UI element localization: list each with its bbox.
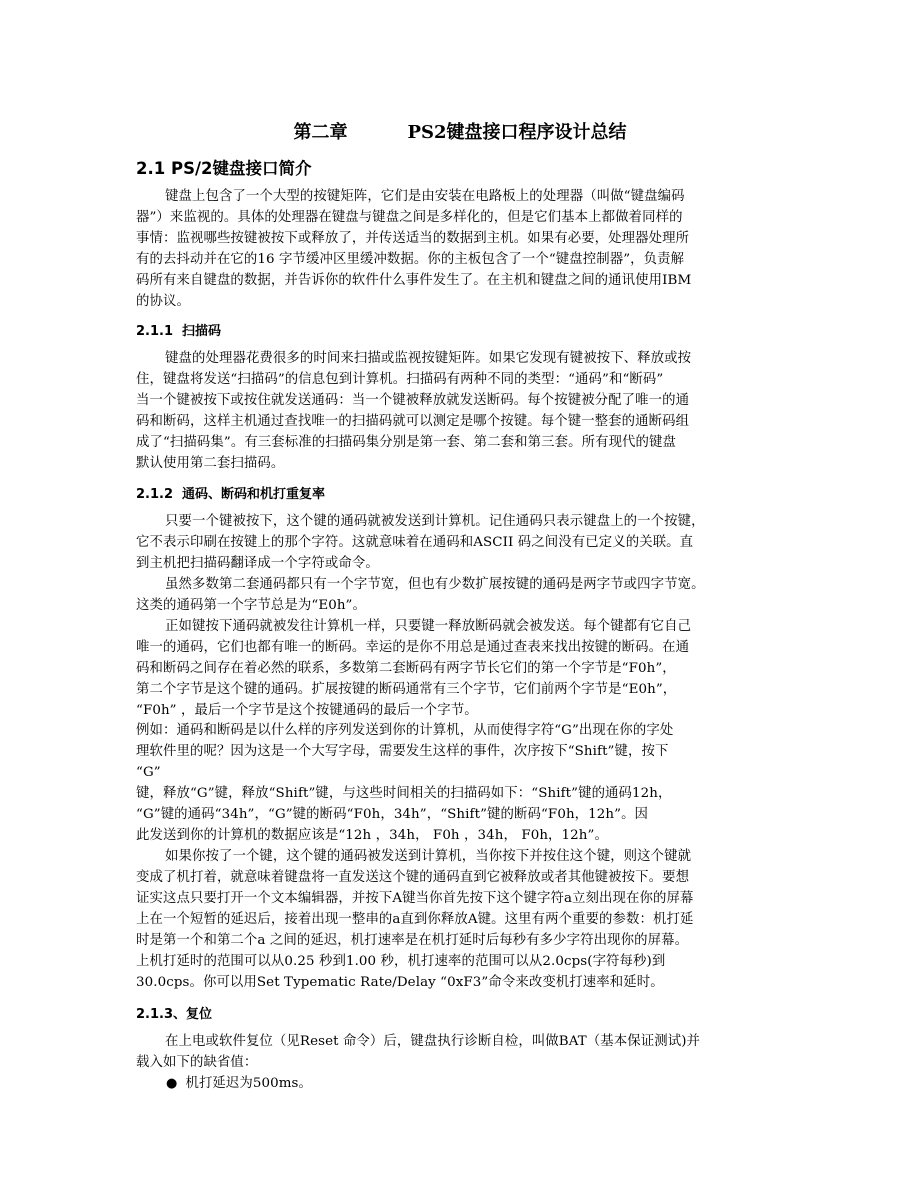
text-line: 例如：通码和断码是以什么样的序列发送到你的计算机，从而使得字符“G”出现在你的字处 — [136, 723, 674, 738]
text-line: 码和断码，这样主机通过查找唯一的扫描码就可以测定是哪个按键。每个键一整套的通断码组 — [136, 414, 690, 429]
subsection-title: 扫描码 — [182, 324, 222, 339]
subsection-heading-make-break — [136, 483, 325, 502]
chapter-title — [0, 118, 920, 144]
text-line: 正如键按下通码就被发往计算机一样，只要键一释放断码就会被发送。每个键都有它自己 — [165, 619, 692, 634]
chapter-label: 第二章 — [293, 122, 348, 143]
text-line: “F0h” ，最后一个字节是这个按键通码的最后一个字节。 — [136, 703, 478, 718]
text-line: 默认使用第二套扫描码。 — [136, 456, 285, 471]
text-line: 只要一个键被按下，这个键的通码就被发送到计算机。记住通码只表示键盘上的一个按键， — [165, 514, 705, 529]
text-line: 唯一的通码，它们也都有唯一的断码。幸运的是你不用总是通过查表来找出按键的断码。在通 — [136, 640, 690, 655]
text-line: 到主机把扫描码翻译成一个字符或命令。 — [136, 556, 379, 571]
text-line: “G”键的通码“34h”，“G”键的断码“F0h，34h”，“Shift”键的断码“F0h，12h”。因 — [136, 807, 649, 822]
text-line: 上在一个短暂的延迟后，接着出现一整串的a直到你释放A键。这里有两个重要的参数：机打延 — [136, 912, 694, 927]
text-line: 第二个字节是这个键的通码。扩展按键的断码通常有三个字节，它们前两个字节是“E0h”， — [136, 682, 677, 697]
text-line: 码所有来自键盘的数据，并告诉你的软件什么事件发生了。在主机和键盘之间的通讯使用IBM — [136, 273, 692, 288]
text-line: 器”）来监视的。具体的处理器在键盘与键盘之间是多样化的，但是它们基本上都做着同样的 — [136, 210, 683, 225]
text-line: 键，释放“G”键，释放“Shift”键，与这些时间相关的扫描码如下：“Shift”键的通码12h， — [136, 786, 672, 801]
text-line: 它不表示印刷在按键上的那个字符。这就意味着在通码和ASCII 码之间没有已定义的关联。直 — [136, 535, 694, 550]
bullet-item — [166, 1073, 816, 1094]
text-line: 键盘上包含了一个大型的按键矩阵，它们是由安装在电路板上的处理器（叫做“键盘编码 — [165, 189, 685, 204]
chapter-name: PS2键盘接口程序设计总结 — [407, 122, 627, 143]
subsection-heading-reset: 2.1.3、复位 — [136, 1007, 213, 1022]
text-line: 住，键盘将发送“扫描码”的信息包到计算机。扫描码有两种不同的类型：“通码”和“断码” — [136, 372, 664, 387]
text-line: 上机打延时的范围可以从0.25 秒到1.00 秒，机打速率的范围可以从2.0cps(字符每秒)到 — [136, 954, 666, 969]
bullet-text: 机打延迟为500ms。 — [185, 1076, 313, 1091]
section-heading: 2.1 PS/2键盘接口简介 — [136, 159, 312, 178]
text-line: 码和断码之间存在着必然的联系，多数第二套断码有两字节长它们的第一个字节是“F0h”， — [136, 661, 676, 676]
text-line: 理软件里的呢？因为这是一个大写字母，需要发生这样的事件，次序按下“Shift”键，按下 — [136, 744, 669, 759]
text-line: 变成了机打着，就意味着键盘将一直发送这个键的通码直到它被释放或者其他键被按下。要想 — [136, 870, 690, 885]
bullet-icon: ● — [166, 1076, 178, 1091]
text-line: 这类的通码第一个字节总是为“E0h”。 — [136, 598, 366, 613]
text-line: 事情：监视哪些按键被按下或释放了，并传送适当的数据到主机。如果有必要，处理器处理所 — [136, 231, 690, 246]
text-line: 成了“扫描码集”。有三套标准的扫描码集分别是第一套、第二套和第三套。所有现代的键盘 — [136, 435, 677, 450]
text-line: 载入如下的缺省值： — [136, 1055, 258, 1070]
text-line: 有的去抖动并在它的16 字节缓冲区里缓冲数据。你的主板包含了一个“键盘控制器”，负责解 — [136, 252, 685, 267]
subsection-number: 2.1.2 — [136, 487, 174, 502]
text-line: 证实这点只要打开一个文本编辑器，并按下A键当你首先按下这个键字符a立刻出现在你的屏幕 — [136, 891, 694, 906]
text-line: 键盘的处理器花费很多的时间来扫描或监视按键矩阵。如果它发现有键被按下、释放或按 — [165, 351, 692, 366]
text-line: 如果你按了一个键，这个键的通码被发送到计算机，当你按下并按住这个键，则这个键就 — [165, 849, 692, 864]
text-line: 虽然多数第二套通码都只有一个字节宽，但也有少数扩展按键的通码是两字节或四字节宽。 — [165, 577, 705, 592]
text-line: 时是第一个和第二个a 之间的延迟，机打速率是在机打延时后每秒有多少字符出现你的屏幕。 — [136, 933, 689, 948]
text-line: “G” — [136, 765, 161, 780]
text-line: 此发送到你的计算机的数据应该是“12h ，34h， F0h ，34h， F0h，12h”。 — [136, 828, 608, 843]
subsection-number: 2.1.1 — [136, 324, 174, 339]
text-line: 在上电或软件复位（见Reset 命令）后，键盘执行诊断自检，叫做BAT（基本保证测试)并 — [165, 1034, 701, 1049]
subsection-title: 通码、断码和机打重复率 — [182, 487, 326, 502]
text-line: 的协议。 — [136, 294, 190, 309]
text-line: 30.0cps。你可以用Set Typematic Rate/Delay “0xF3”命令来改变机打速率和延时。 — [136, 975, 664, 990]
subsection-heading-scan-code — [136, 320, 221, 339]
text-line: 当一个键被按下或按住就发送通码：当一个键被释放就发送断码。每个按键被分配了唯一的通 — [136, 393, 690, 408]
